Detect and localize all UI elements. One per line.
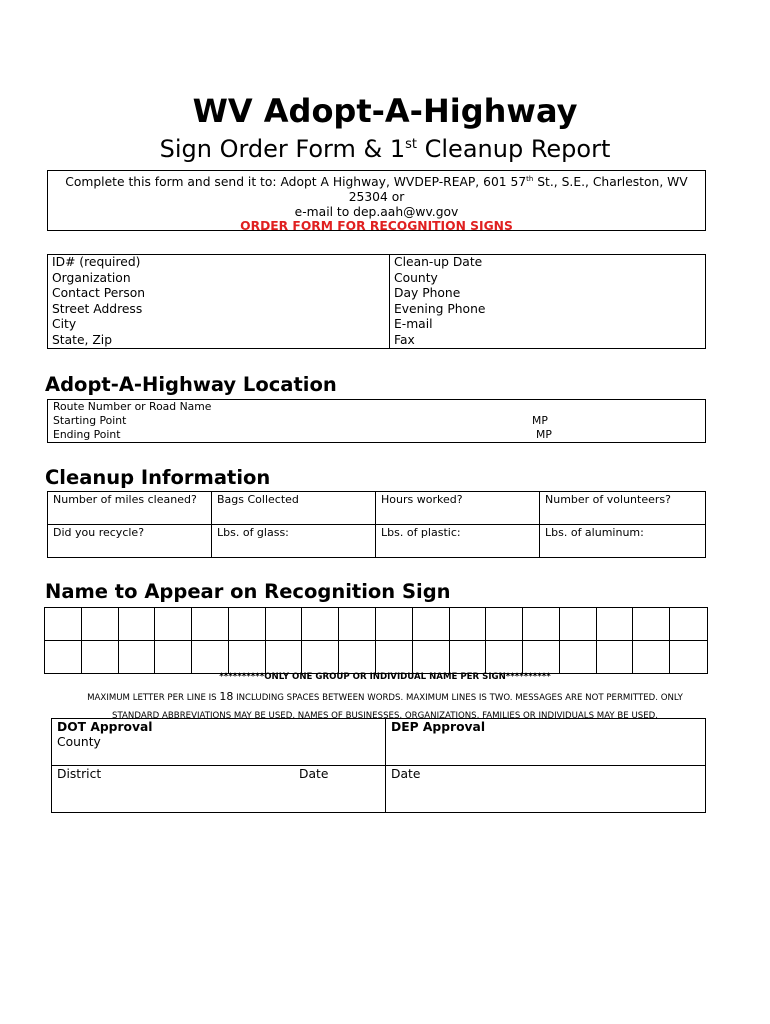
sign-letter-box[interactable] xyxy=(560,608,597,641)
sign-letter-box[interactable] xyxy=(229,641,266,674)
sign-letter-box[interactable] xyxy=(560,641,597,674)
order-form-heading: ORDER FORM FOR RECOGNITION SIGNS xyxy=(240,219,513,234)
sign-letter-box[interactable] xyxy=(302,608,339,641)
dep-approval-title: DEP Approval xyxy=(391,720,486,734)
sign-letter-box[interactable] xyxy=(376,641,413,674)
dot-approval-title: DOT Approval xyxy=(57,720,153,734)
rules-text-end: INCLUDING SPACES BETWEEN WORDS. MAXIMUM LINES IS TWO. MESSAGES ARE NOT PERMITTED. ONLY xyxy=(233,693,683,703)
volunteers-field[interactable]: Number of volunteers? xyxy=(540,492,705,525)
sign-letter-box[interactable] xyxy=(633,608,670,641)
sign-letter-box[interactable] xyxy=(670,641,707,674)
street-address-field[interactable]: Street Address xyxy=(52,301,143,316)
one-name-note: **********ONLY ONE GROUP OR INDIVIDUAL NAME PER SIGN********** xyxy=(219,672,551,682)
instructions-text: Complete this form and send it to: Adopt A Highway, WVDEP-REAP, 601 57 xyxy=(65,175,527,190)
id-field[interactable]: ID# (required) xyxy=(52,255,141,269)
starting-point-field[interactable]: Starting Point xyxy=(53,414,127,427)
email-link[interactable]: e-mail to dep.aah@wv.gov xyxy=(294,204,459,219)
contact-left-column xyxy=(48,255,390,348)
recycle-field[interactable]: Did you recycle? xyxy=(48,525,212,557)
sign-letter-box[interactable] xyxy=(82,641,119,674)
dep-approval-cell[interactable] xyxy=(386,719,705,766)
sign-letter-box[interactable] xyxy=(155,641,192,674)
sign-letter-box[interactable] xyxy=(339,608,376,641)
sign-letter-box[interactable] xyxy=(413,608,450,641)
fax-field[interactable]: Fax xyxy=(394,332,415,347)
rules-line-1 xyxy=(40,688,730,708)
cleanup-date-field[interactable]: Clean-up Date xyxy=(394,255,483,269)
instructions-text-end: St., S.E., Charleston, WV xyxy=(533,175,688,190)
contact-right-column xyxy=(390,255,485,348)
sign-letter-box[interactable] xyxy=(413,641,450,674)
sign-letter-box[interactable] xyxy=(192,641,229,674)
sign-letter-box[interactable] xyxy=(119,608,156,641)
sign-letter-box[interactable] xyxy=(486,641,523,674)
sign-letter-box[interactable] xyxy=(82,608,119,641)
cleanup-table xyxy=(47,491,706,558)
organization-field[interactable]: Organization xyxy=(52,270,131,285)
contact-person-field[interactable]: Contact Person xyxy=(52,286,146,301)
bags-collected-field[interactable]: Bags Collected xyxy=(212,492,376,525)
sign-letter-box[interactable] xyxy=(229,608,266,641)
rules-text: MAXIMUM LETTER PER LINE IS xyxy=(87,693,220,703)
form-title: WV Adopt-A-Highway xyxy=(192,92,578,130)
district-cell[interactable] xyxy=(52,766,386,812)
sign-letter-box[interactable] xyxy=(523,608,560,641)
instructions-line-2: 25304 or xyxy=(348,189,405,204)
subtitle-text-end: Cleanup Report xyxy=(417,135,611,163)
sign-letter-box[interactable] xyxy=(192,608,229,641)
sign-letter-box[interactable] xyxy=(597,641,634,674)
ending-point-field[interactable]: Ending Point xyxy=(53,428,121,441)
instructions-superscript: th xyxy=(526,175,534,183)
dot-approval-cell[interactable] xyxy=(52,719,386,766)
sign-letter-box[interactable] xyxy=(597,608,634,641)
sign-letter-box[interactable] xyxy=(155,608,192,641)
sign-letter-box[interactable] xyxy=(339,641,376,674)
ending-mp-label: MP xyxy=(536,428,552,441)
sign-letter-box[interactable] xyxy=(670,608,707,641)
sign-letter-box[interactable] xyxy=(523,641,560,674)
form-subtitle xyxy=(0,135,770,163)
sign-letter-box[interactable] xyxy=(45,608,82,641)
location-table xyxy=(47,399,706,443)
instructions-line-1 xyxy=(48,172,705,190)
glass-field[interactable]: Lbs. of glass: xyxy=(212,525,376,557)
county-field[interactable]: County xyxy=(394,270,438,285)
dot-date-label: Date xyxy=(299,767,329,781)
route-field[interactable]: Route Number or Road Name xyxy=(53,400,212,413)
rules-line-2: STANDARD ABBREVIATIONS MAY BE USED. NAMES OF BUSINESSES, ORGANIZATIONS, FAMILIES OR INDIVIDUALS MAY BE USED. xyxy=(112,710,658,721)
email-field[interactable]: E-mail xyxy=(394,317,433,332)
sign-letter-box[interactable] xyxy=(119,641,156,674)
subtitle-superscript: st xyxy=(405,137,417,152)
sign-letter-box[interactable] xyxy=(302,641,339,674)
sign-letter-box[interactable] xyxy=(376,608,413,641)
state-zip-field[interactable]: State, Zip xyxy=(52,332,113,347)
evening-phone-field[interactable]: Evening Phone xyxy=(394,301,486,316)
miles-cleaned-field[interactable]: Number of miles cleaned? xyxy=(48,492,212,525)
aluminum-field[interactable]: Lbs. of aluminum: xyxy=(545,526,644,539)
instructions-box xyxy=(47,170,706,234)
dep-date-cell[interactable] xyxy=(386,766,705,812)
sign-letter-box[interactable] xyxy=(450,641,487,674)
sign-letter-box[interactable] xyxy=(486,608,523,641)
cleanup-heading: Cleanup Information xyxy=(45,466,271,489)
sign-letter-box[interactable] xyxy=(266,608,303,641)
plastic-field[interactable]: Lbs. of plastic: xyxy=(376,525,540,557)
dep-date-label: Date xyxy=(391,767,421,781)
day-phone-field[interactable]: Day Phone xyxy=(394,286,461,301)
location-heading: Adopt-A-Highway Location xyxy=(45,373,337,396)
sign-letter-box[interactable] xyxy=(45,641,82,674)
hours-worked-field[interactable]: Hours worked? xyxy=(376,492,540,525)
sign-letter-box[interactable] xyxy=(266,641,303,674)
sign-heading: Name to Appear on Recognition Sign xyxy=(45,580,451,603)
subtitle-text: Sign Order Form & 1 xyxy=(159,135,406,163)
dot-county-label: County xyxy=(57,735,101,749)
sign-letter-box[interactable] xyxy=(450,608,487,641)
city-field[interactable]: City xyxy=(52,317,77,332)
approval-table xyxy=(51,718,706,813)
district-label: District xyxy=(57,767,102,781)
starting-mp-label: MP xyxy=(532,414,548,427)
sign-letter-box[interactable] xyxy=(633,641,670,674)
contact-table xyxy=(47,254,706,349)
sign-letter-grid xyxy=(44,607,708,674)
rules-number: 18 xyxy=(219,690,234,703)
